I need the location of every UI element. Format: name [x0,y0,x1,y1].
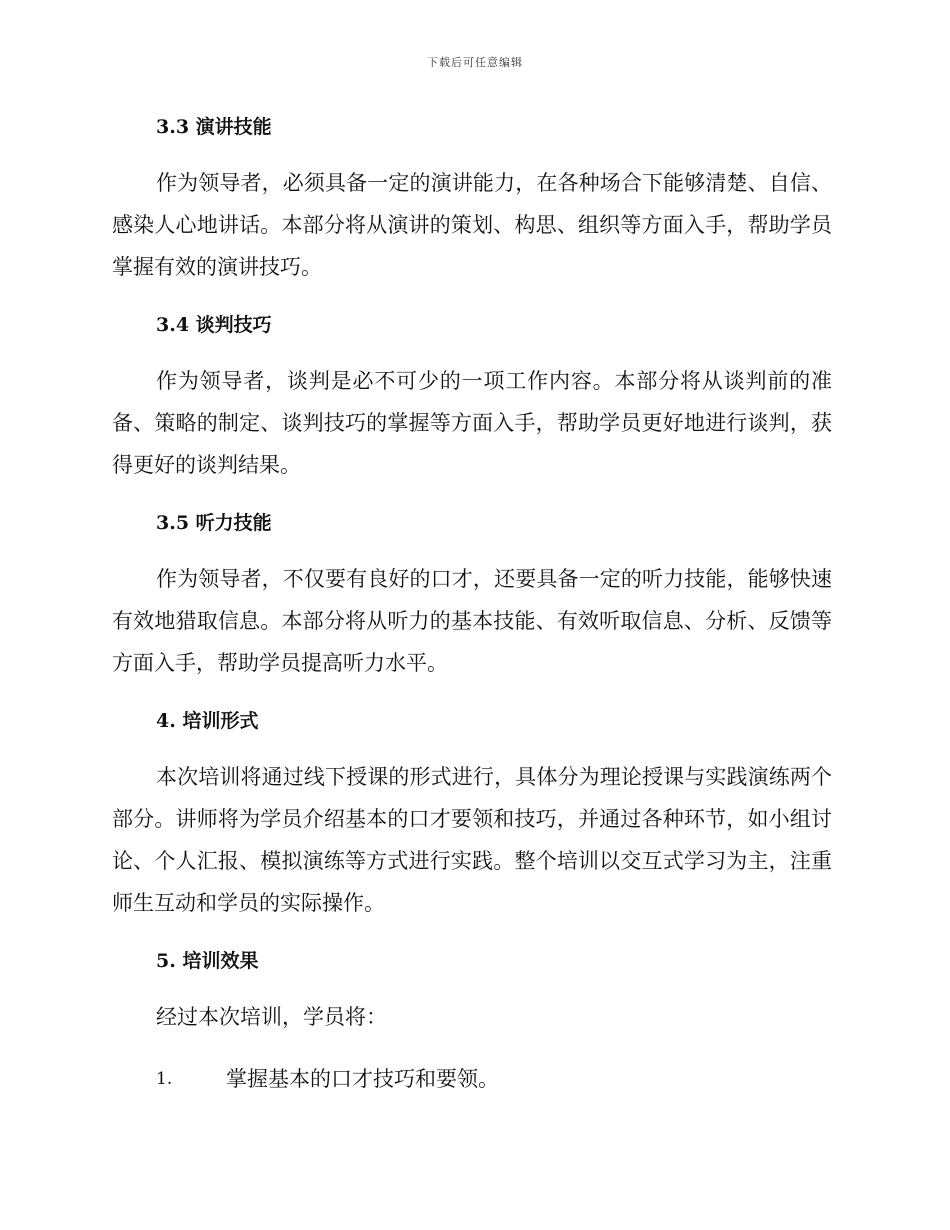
section-heading-3-3: 3.3 演讲技能 [156,116,272,138]
list-item-number: 1. [156,1069,173,1089]
list-item-text: 掌握基本的口才技巧和要领。 [226,1067,499,1091]
section-heading-3-5: 3.5 听力技能 [156,512,272,534]
section-heading-5: 5. 培训效果 [156,950,259,972]
section-heading-3-4: 3.4 谈判技巧 [156,314,272,336]
section-paragraph-4: 本次培训将通过线下授课的形式进行，具体分为理论授课与实践演练两个部分。讲师将为学员介绍基本的口才要领和技巧，并通过各种环节，如小组讨论、个人汇报、模拟演练等方式进行实践。整个培训以交互式学习为主，注重师生互动和学员的实际操作。 [112,765,832,915]
document-body [112,110,832,1100]
list-item [112,1058,832,1100]
section-paragraph-5: 经过本次培训，学员将： [156,1005,387,1029]
page-header: 下载后可任意编辑 [427,56,523,69]
section-paragraph-3-3: 作为领导者，必须具备一定的演讲能力，在各种场合下能够清楚、自信、感染人心地讲话。本部分将从演讲的策划、构思、组织等方面入手，帮助学员掌握有效的演讲技巧。 [112,171,832,279]
section-paragraph-3-5: 作为领导者，不仅要有良好的口才，还要具备一定的听力技能，能够快速有效地猎取信息。本部分将从听力的基本技能、有效听取信息、分析、反馈等方面入手，帮助学员提高听力水平。 [112,567,832,675]
section-heading-4: 4. 培训形式 [156,710,259,732]
section-paragraph-3-4: 作为领导者，谈判是必不可少的一项工作内容。本部分将从谈判前的准备、策略的制定、谈判技巧的掌握等方面入手，帮助学员更好地进行谈判，获得更好的谈判结果。 [112,369,832,477]
